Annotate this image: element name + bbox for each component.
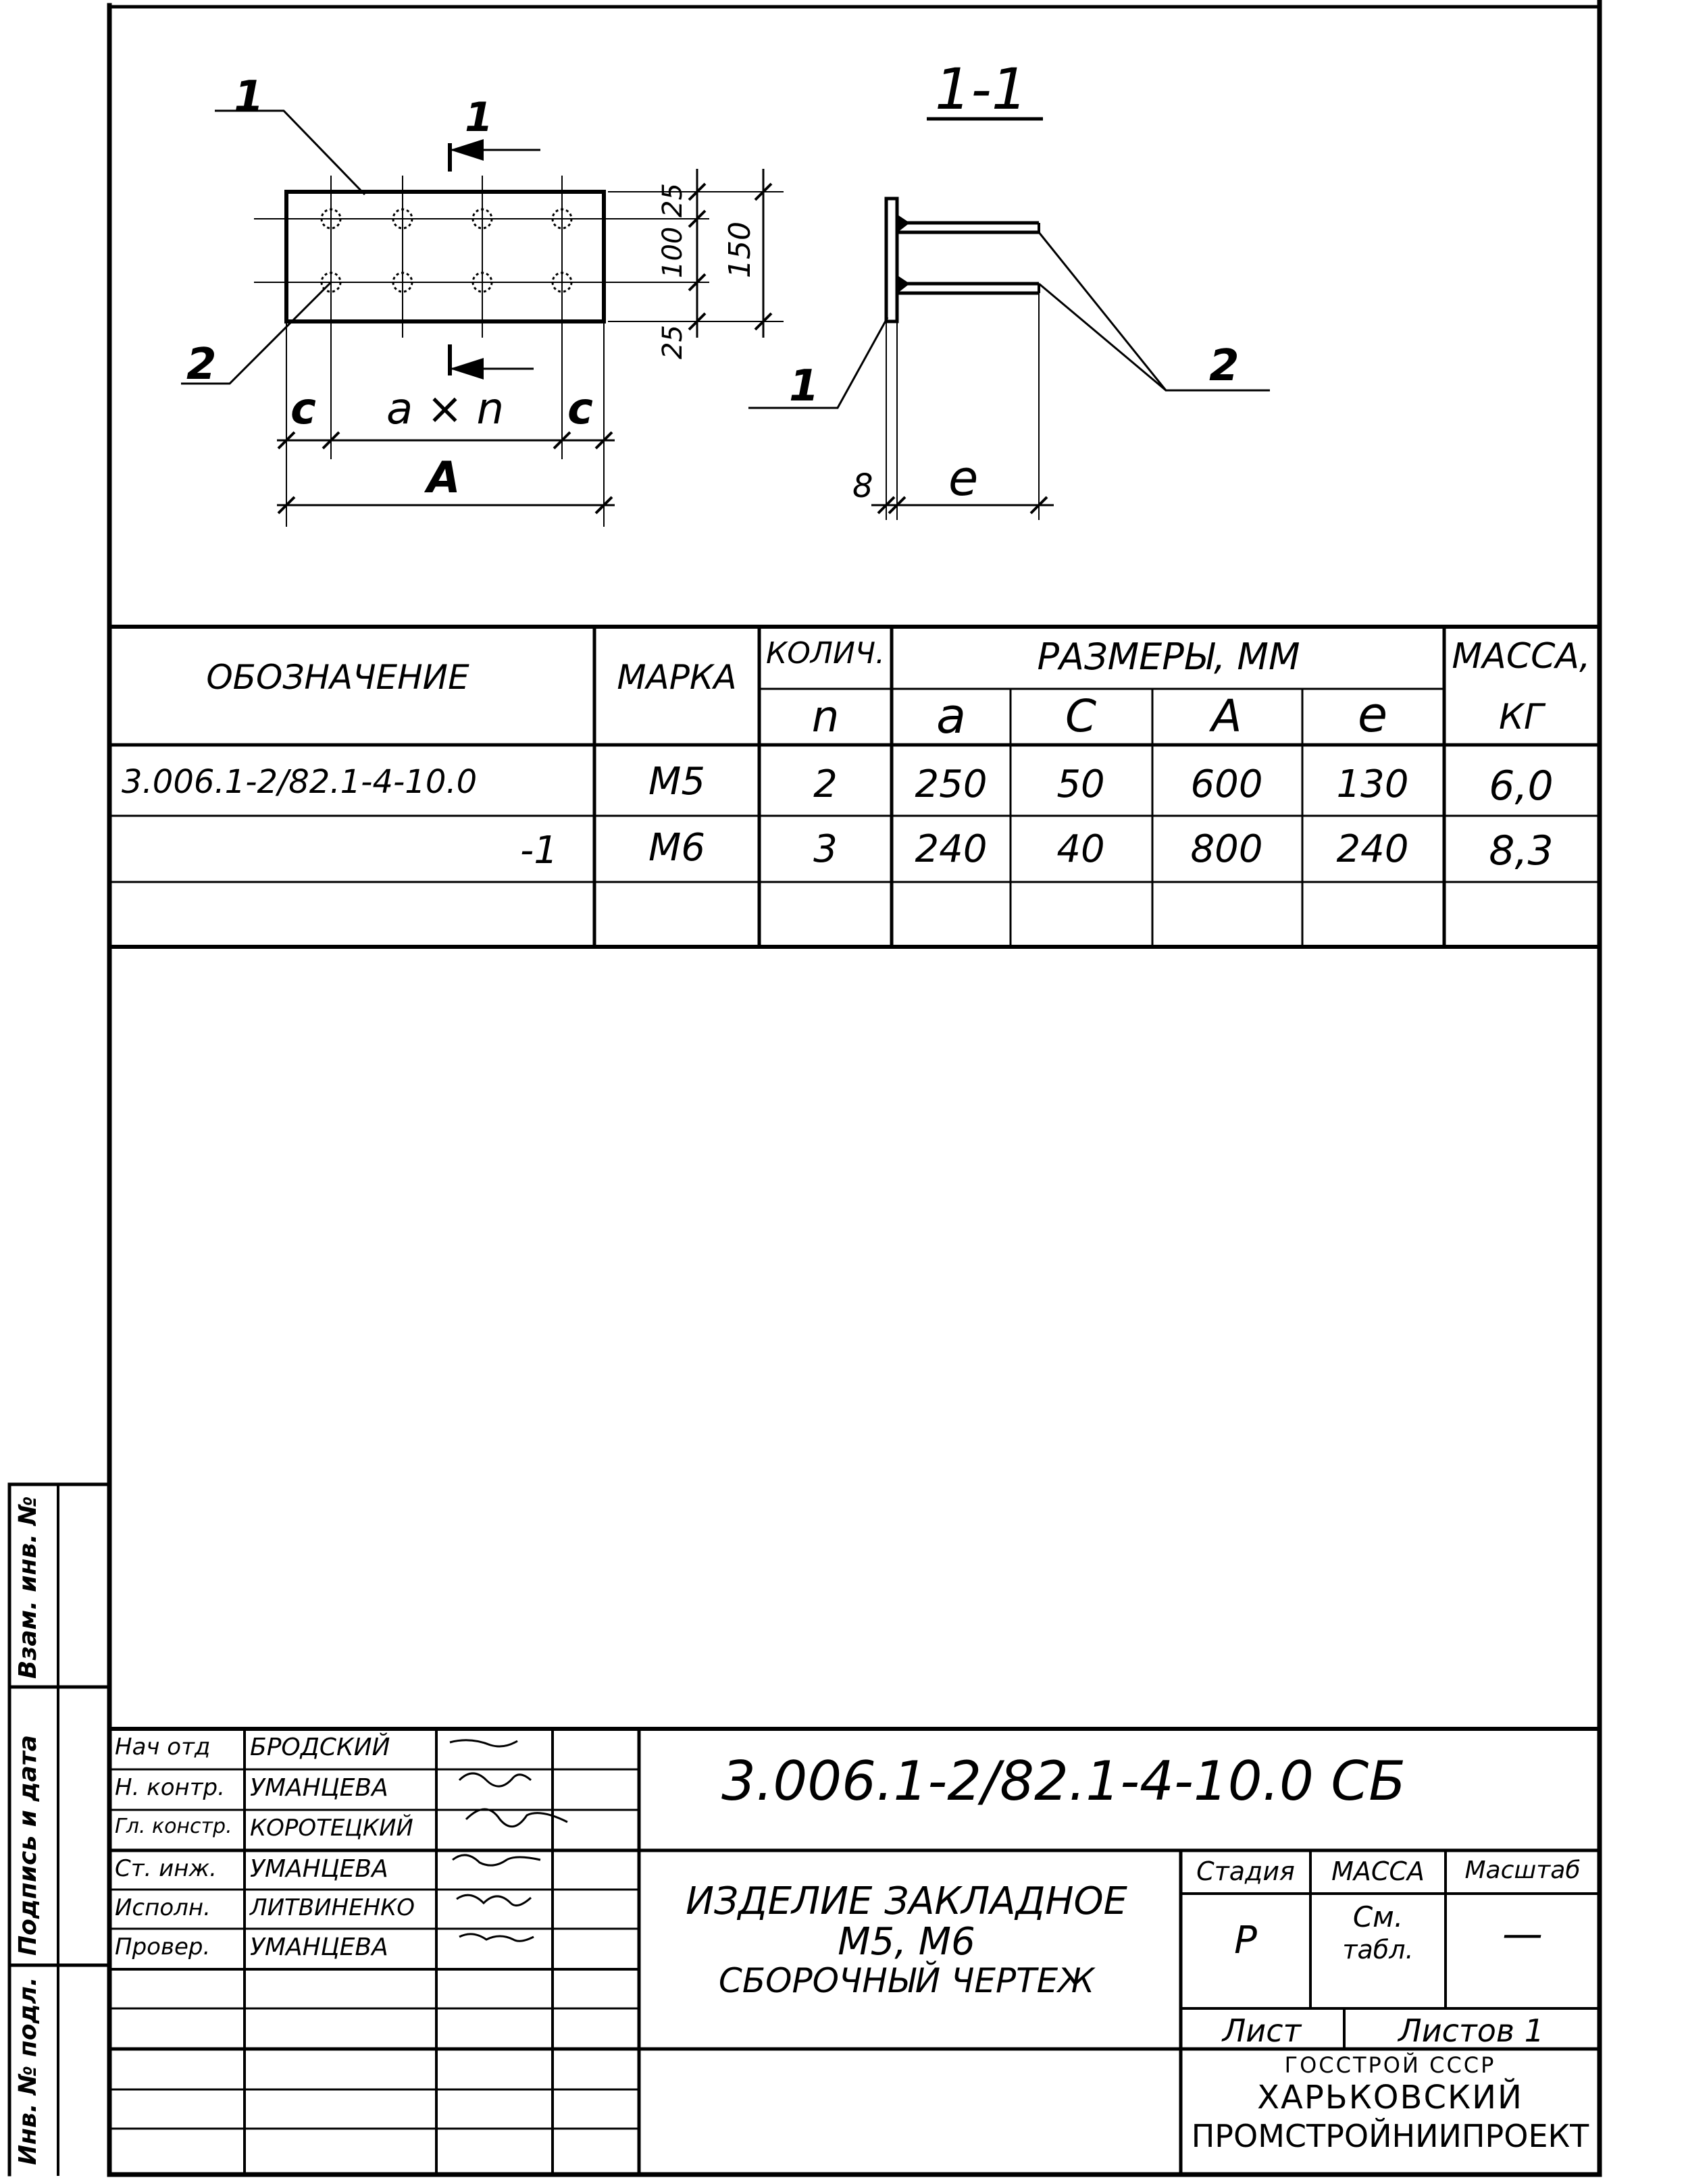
org-line-3: ПРОМСТРОЙНИИПРОЕКТ <box>1191 2118 1589 2154</box>
tb-role-3: Гл. констр. <box>115 1815 232 1838</box>
row2-n: 3 <box>813 827 838 871</box>
tb-role-5: Исполн. <box>115 1894 211 1921</box>
row1-designation: 3.006.1-2/82.1-4-10.0 <box>122 763 478 801</box>
row1-n: 2 <box>813 762 838 806</box>
tb-role-1: Нач отд <box>115 1734 211 1761</box>
tb-name-4: УМАНЦЕВА <box>250 1855 388 1883</box>
row1-mark: М5 <box>648 760 705 804</box>
sheets-label: Листов 1 <box>1398 2012 1544 2049</box>
header-sub-e: e <box>1357 686 1388 743</box>
row2-mark: М6 <box>648 826 705 870</box>
dim-length-e: e <box>948 450 979 506</box>
tb-name-3: КОРОТЕЦКИЙ <box>250 1815 413 1842</box>
section-label-anchor: 2 <box>1209 341 1240 391</box>
tb-name-6: УМАНЦЕВА <box>250 1933 388 1961</box>
section-cut-label: 1 <box>465 94 493 141</box>
dim-A: A <box>427 453 461 503</box>
callout-plate-label: 1 <box>234 72 264 122</box>
header-quantity: КОЛИЧ. <box>765 636 886 671</box>
dim-c-left: c <box>290 384 316 434</box>
header-sub-A: A <box>1211 690 1242 742</box>
mass-value-1: См. <box>1352 1900 1404 1933</box>
row1-A: 600 <box>1190 762 1263 806</box>
org-line-2: ХАРЬКОВСКИЙ <box>1257 2079 1523 2116</box>
row2-designation: -1 <box>520 829 558 873</box>
org-line-1: ГОССТРОЙ СССР <box>1284 2052 1496 2078</box>
header-sub-n: n <box>811 692 840 742</box>
title-line-3: СБОРОЧНЫЙ ЧЕРТЕЖ <box>718 1961 1095 2000</box>
tb-role-4: Ст. инж. <box>115 1855 217 1882</box>
header-sub-c: C <box>1065 690 1097 742</box>
header-designation: ОБОЗНАЧЕНИЕ <box>206 658 469 697</box>
section-title: 1-1 <box>935 56 1028 122</box>
mass-value-2: табл. <box>1342 1935 1414 1965</box>
side-inv-podl: Инв. № подл. <box>14 1977 42 2165</box>
header-mass-unit: КГ <box>1499 697 1543 737</box>
row1-e: 130 <box>1336 762 1409 806</box>
plan-view <box>181 111 784 527</box>
title-line-1: ИЗДЕЛИЕ ЗАКЛАДНОЕ <box>686 1879 1127 1923</box>
side-vzam-inv: Взам. инв. № <box>14 1496 42 1679</box>
scale-label: Масштаб <box>1464 1856 1581 1884</box>
dim-total-height: 150 <box>723 222 757 278</box>
callout-anchor-label: 2 <box>186 340 217 390</box>
dim-bottom-edge: 25 <box>657 325 688 359</box>
tb-role-6: Провер. <box>115 1933 211 1960</box>
row2-A: 800 <box>1190 827 1263 871</box>
row1-mass: 6,0 <box>1489 762 1554 810</box>
dim-middle: 100 <box>657 226 688 278</box>
tb-role-2: Н. контр. <box>115 1774 225 1801</box>
header-mark: МАРКА <box>617 658 737 697</box>
dim-c-right: c <box>567 384 593 434</box>
dim-a-times-n: a × n <box>386 384 505 434</box>
header-sizes: РАЗМЕРЫ, ММ <box>1037 635 1300 678</box>
header-sub-a: a <box>936 687 967 744</box>
side-podpis-data: Подпись и дата <box>14 1735 42 1956</box>
title-line-2: М5, М6 <box>838 1920 975 1964</box>
tb-name-5: ЛИТВИНЕНКО <box>250 1894 415 1921</box>
row2-c: 40 <box>1056 827 1105 871</box>
row2-a: 240 <box>915 827 988 871</box>
row2-mass: 8,3 <box>1489 827 1554 875</box>
sheet-label: Лист <box>1222 2012 1302 2049</box>
section-view <box>748 119 1270 520</box>
tb-name-1: БРОДСКИЙ <box>250 1734 390 1761</box>
header-mass: МАССА, <box>1452 636 1591 677</box>
section-label-plate: 1 <box>789 361 819 411</box>
mass-label: МАССА <box>1331 1856 1425 1886</box>
stage-label: Стадия <box>1196 1856 1295 1886</box>
dim-top-edge: 25 <box>657 183 688 217</box>
row1-a: 250 <box>915 762 988 806</box>
tb-name-2: УМАНЦЕВА <box>250 1774 388 1802</box>
stage-value: Р <box>1234 1919 1257 1962</box>
row1-c: 50 <box>1056 762 1105 806</box>
dim-thickness: 8 <box>852 467 873 505</box>
scale-value: — <box>1502 1910 1543 1958</box>
row2-e: 240 <box>1336 827 1409 871</box>
doc-code: 3.006.1-2/82.1-4-10.0 СБ <box>721 1750 1406 1813</box>
